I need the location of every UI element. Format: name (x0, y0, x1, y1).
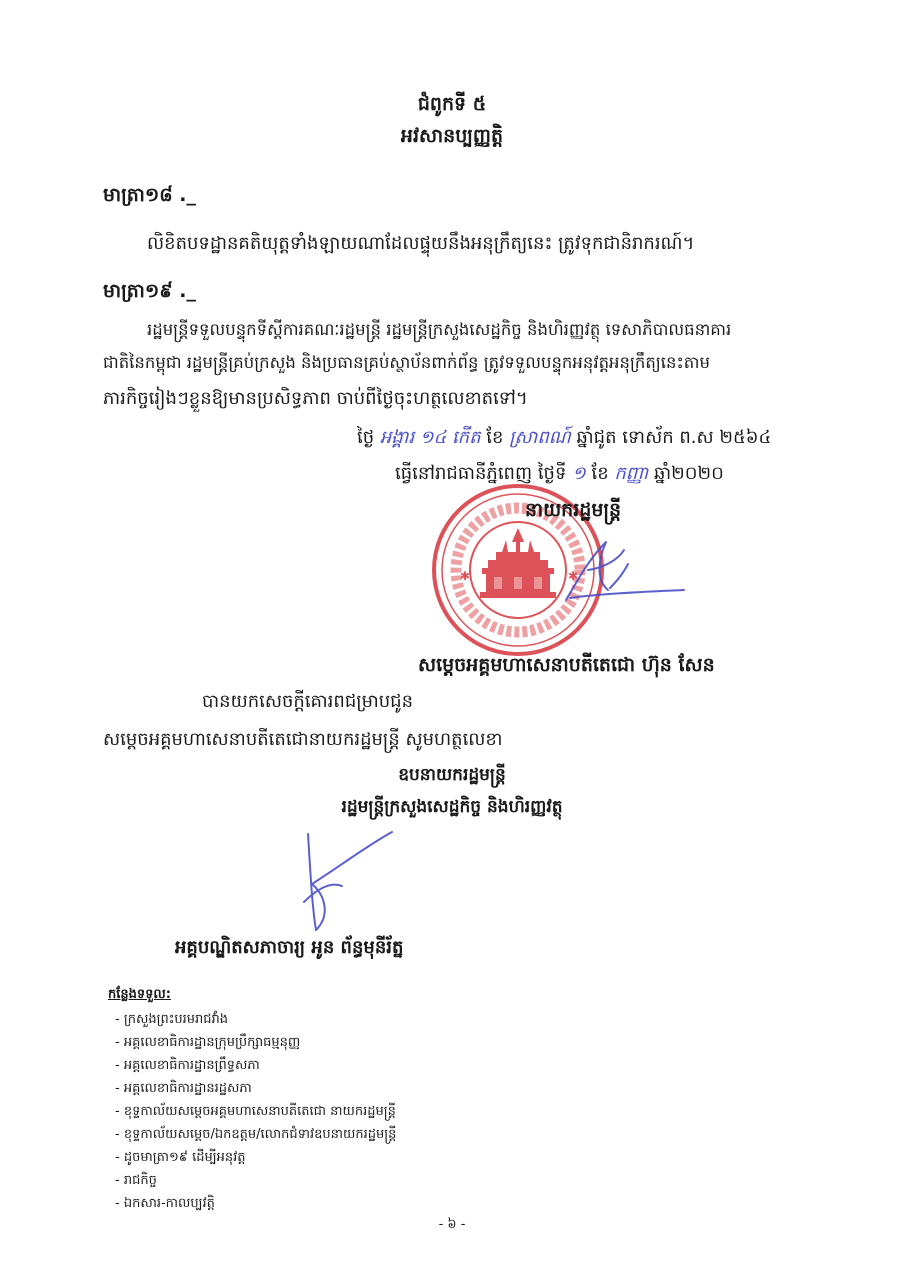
lunar-month-label: ខែ (486, 427, 504, 448)
page-number: - ៦ - (438, 1217, 466, 1232)
prime-minister-title: នាយករដ្ឋមន្ត្រី (525, 499, 622, 521)
recipient-item: - អគ្គលេខាធិការដ្ឋានរដ្ឋសភា (115, 1080, 252, 1099)
lunar-date-rest: ឆ្នាំជូត ទោស័ក ព.ស ២៥៦៤ (576, 427, 772, 448)
submission-line-2: សម្តេចអគ្គមហាសេនាបតីតេជោនាយករដ្ឋមន្ត្រី សូមហត្ថលេខា (103, 729, 503, 750)
handwritten-lunar-day: អង្គារ ១៤ កើត (379, 427, 481, 448)
handwritten-solar-day: ១ (572, 463, 586, 484)
svg-text:✱: ✱ (568, 569, 579, 583)
article-19-heading: មាត្រា១៩ ._ (103, 280, 197, 302)
lunar-date (357, 425, 771, 452)
recipients-heading: កន្លែងទទួល: (108, 987, 171, 1002)
svg-text:✱: ✱ (460, 569, 471, 583)
recipient-item: - រាជកិច្ច (115, 1172, 157, 1191)
recipient-item: - អគ្គលេខាធិការដ្ឋានព្រឹទ្ធសភា (115, 1057, 260, 1076)
recipient-item: - ខុទ្ទកាល័យសម្តេចអគ្គមហាសេនាបតីតេជោ នាយករដ្ឋមន្ត្រី (115, 1103, 396, 1122)
minister-signature-icon (290, 826, 400, 936)
recipient-item: - ខុទ្ទកាល័យសម្តេច/ឯកឧត្តម/លោកជំទាវឧបនាយករដ្ឋមន្ត្រី (115, 1126, 396, 1145)
minister-title: រដ្ឋមន្ត្រីក្រសួងសេដ្ឋកិច្ច និងហិរញ្ញវត្ថុ (341, 797, 563, 817)
solar-year: ឆ្នាំ២០២០ (654, 463, 724, 484)
recipient-item: - ក្រសួងព្រះបរមរាជវាំង (115, 1011, 228, 1030)
chapter-title: អវសានប្បញ្ញត្តិ (400, 125, 504, 147)
handwritten-lunar-month: ស្រាពណ៍ (509, 427, 571, 448)
article-18-heading: មាត្រា១៨ ._ (103, 184, 197, 206)
recipient-item: - ដូចមាត្រា១៩ ដើម្បីអនុវត្ត (115, 1149, 246, 1168)
submission-line-1: បានយកសេចក្តីគោរពជម្រាបជូន (202, 691, 414, 712)
solar-month-label: ខែ (591, 463, 609, 484)
solar-date-prefix: ធ្វើនៅរាជធានីភ្នំពេញ ថ្ងៃទី (395, 463, 567, 484)
handwritten-solar-month: កញ្ញា (614, 463, 649, 484)
recipient-item: - ឯកសារ-កាលប្បវត្តិ (115, 1195, 215, 1214)
lunar-date-prefix: ថ្ងៃ (357, 427, 375, 448)
chapter-number: ជំពូកទី ៥ (417, 93, 487, 115)
recipient-item: - អគ្គលេខាធិការដ្ឋានក្រុមប្រឹក្សាធម្មនុញ្ញ (115, 1034, 300, 1053)
article-19-line: រដ្ឋមន្ត្រីទទួលបន្ទុកទីស្តីការគណៈរដ្ឋមន្ត្រី រដ្ឋមន្ត្រីក្រសួងសេដ្ឋកិច្ច និងហិរញ្ញវត្ថុ ទេសាភិបាលធនាគារ (147, 320, 732, 339)
prime-minister-name: សម្តេចអគ្គមហាសេនាបតីតេជោ ហ៊ុន សែន (418, 654, 715, 676)
article-18-text: លិខិតបទដ្ឋានគតិយុត្តទាំងឡាយណាដែលផ្ទុយនឹងអនុក្រឹត្យនេះ ត្រូវទុកជានិរាករណ៍។ (147, 233, 695, 254)
minister-name: អគ្គបណ្ឌិតសភាចារ្យ អូន ព័ន្ធមុនីរ័ត្ន (175, 937, 404, 958)
article-19-line: ភារកិច្ចរៀងៗខ្លួនឱ្យមានប្រសិទ្ធភាព ចាប់ពីថ្ងៃចុះហត្ថលេខាតទៅ។ (103, 388, 528, 409)
signature-icon (558, 530, 688, 610)
deputy-pm-title: ឧបនាយករដ្ឋមន្ត្រី (398, 765, 506, 785)
article-19-line: ជាតិនៃកម្ពុជា រដ្ឋមន្ត្រីគ្រប់ក្រសួង និងប្រធានគ្រប់ស្ថាប័នពាក់ព័ន្ធ ត្រូវទទួលបន្ទុកអនុវត្តអនុក្រឹត្យនេះតាម (103, 353, 710, 372)
